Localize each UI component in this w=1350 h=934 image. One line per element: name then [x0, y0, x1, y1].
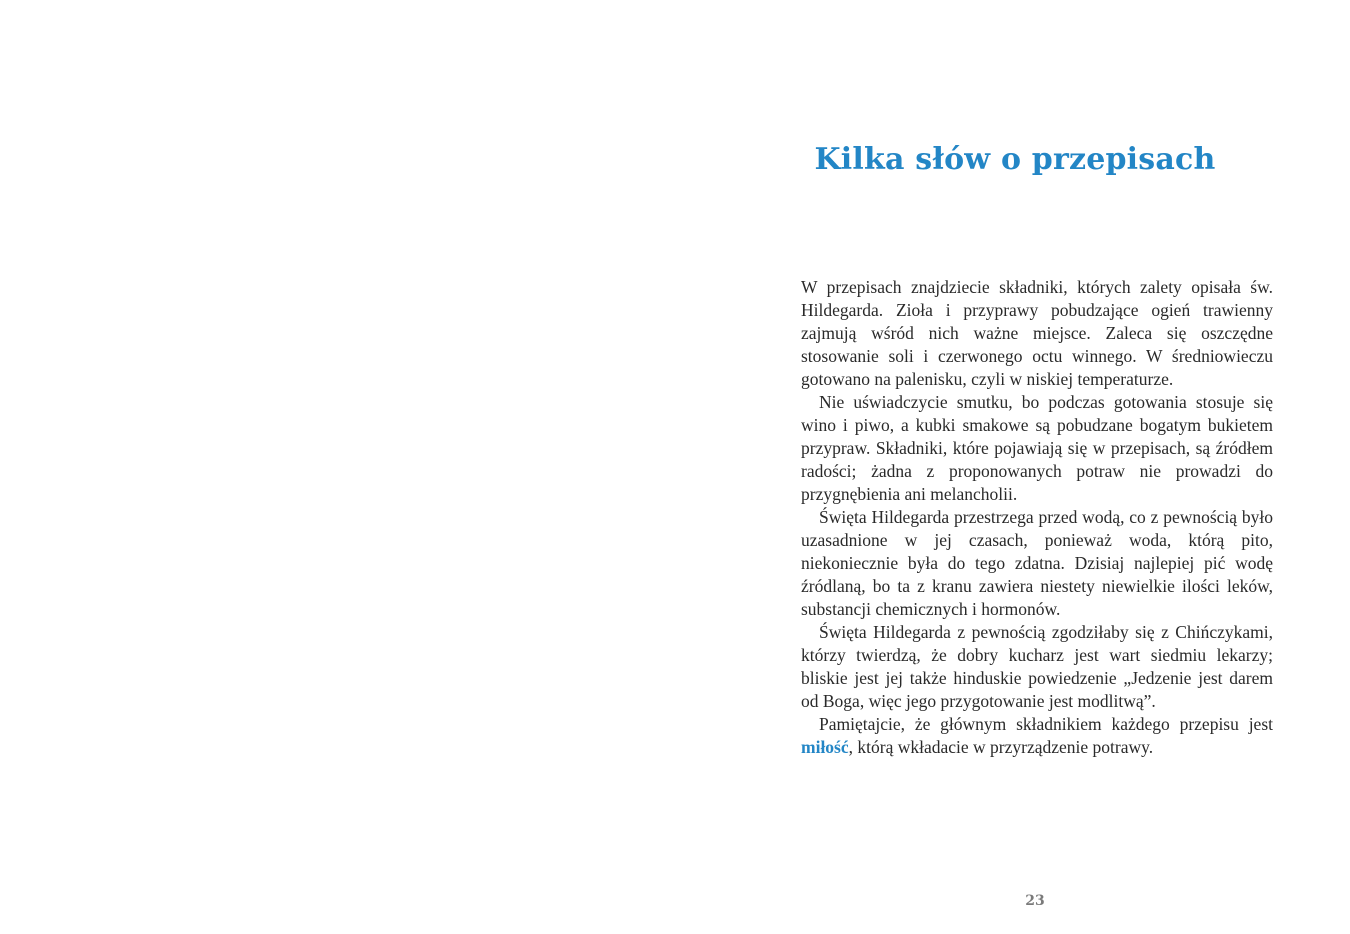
- page-number: 23: [1025, 893, 1045, 909]
- highlight-word: miłość: [801, 737, 849, 757]
- paragraph-5-text-before: Pamiętajcie, że głównym składnikiem każdego przepisu jest: [819, 714, 1273, 734]
- paragraph-5: [801, 713, 1273, 759]
- body-text: [801, 276, 1273, 759]
- paragraph-2: Nie uświadczycie smutku, bo podczas gotowania stosuje się wino i piwo, a kubki smakowe są pobudzane bogatym bukietem przypraw. Składniki, które pojawiają się w przepisach, są źródłem radości; żadna z proponowanych potraw nie prowadzi do przygnębienia ani melancholii.: [801, 392, 1273, 504]
- chapter-title: Kilka słów o przepisach: [814, 142, 1216, 177]
- paragraph-4: Święta Hildegarda z pewnością zgodziłaby się z Chińczykami, którzy twierdzą, że dobry kucharz jest wart siedmiu lekarzy; bliskie jest jej także hinduskie powiedzenie „Jedzenie jest darem od Boga, więc jego przygotowanie jest modlitwą”.: [801, 622, 1273, 711]
- paragraph-3: Święta Hildegarda przestrzega przed wodą, co z pewnością było uzasadnione w jej czasach, ponieważ woda, którą pito, niekoniecznie była do tego zdatna. Dzisiaj najlepiej pić wodę źródlaną, bo ta z kranu zawiera niestety niewielkie ilości leków, substancji chemicznych i hormonów.: [801, 507, 1273, 619]
- paragraph-5-text-after: , którą wkładacie w przyrządzenie potrawy.: [848, 737, 1154, 757]
- paragraph-1: W przepisach znajdziecie składniki, których zalety opisała św. Hildegarda. Zioła i przyprawy pobudzające ogień trawienny zajmują wśród nich ważne miejsce. Zaleca się oszczędne stosowanie soli i czerwonego octu winnego. W średniowieczu gotowano na palenisku, czyli w niskiej temperaturze.: [801, 277, 1273, 389]
- right-page: [675, 0, 1350, 934]
